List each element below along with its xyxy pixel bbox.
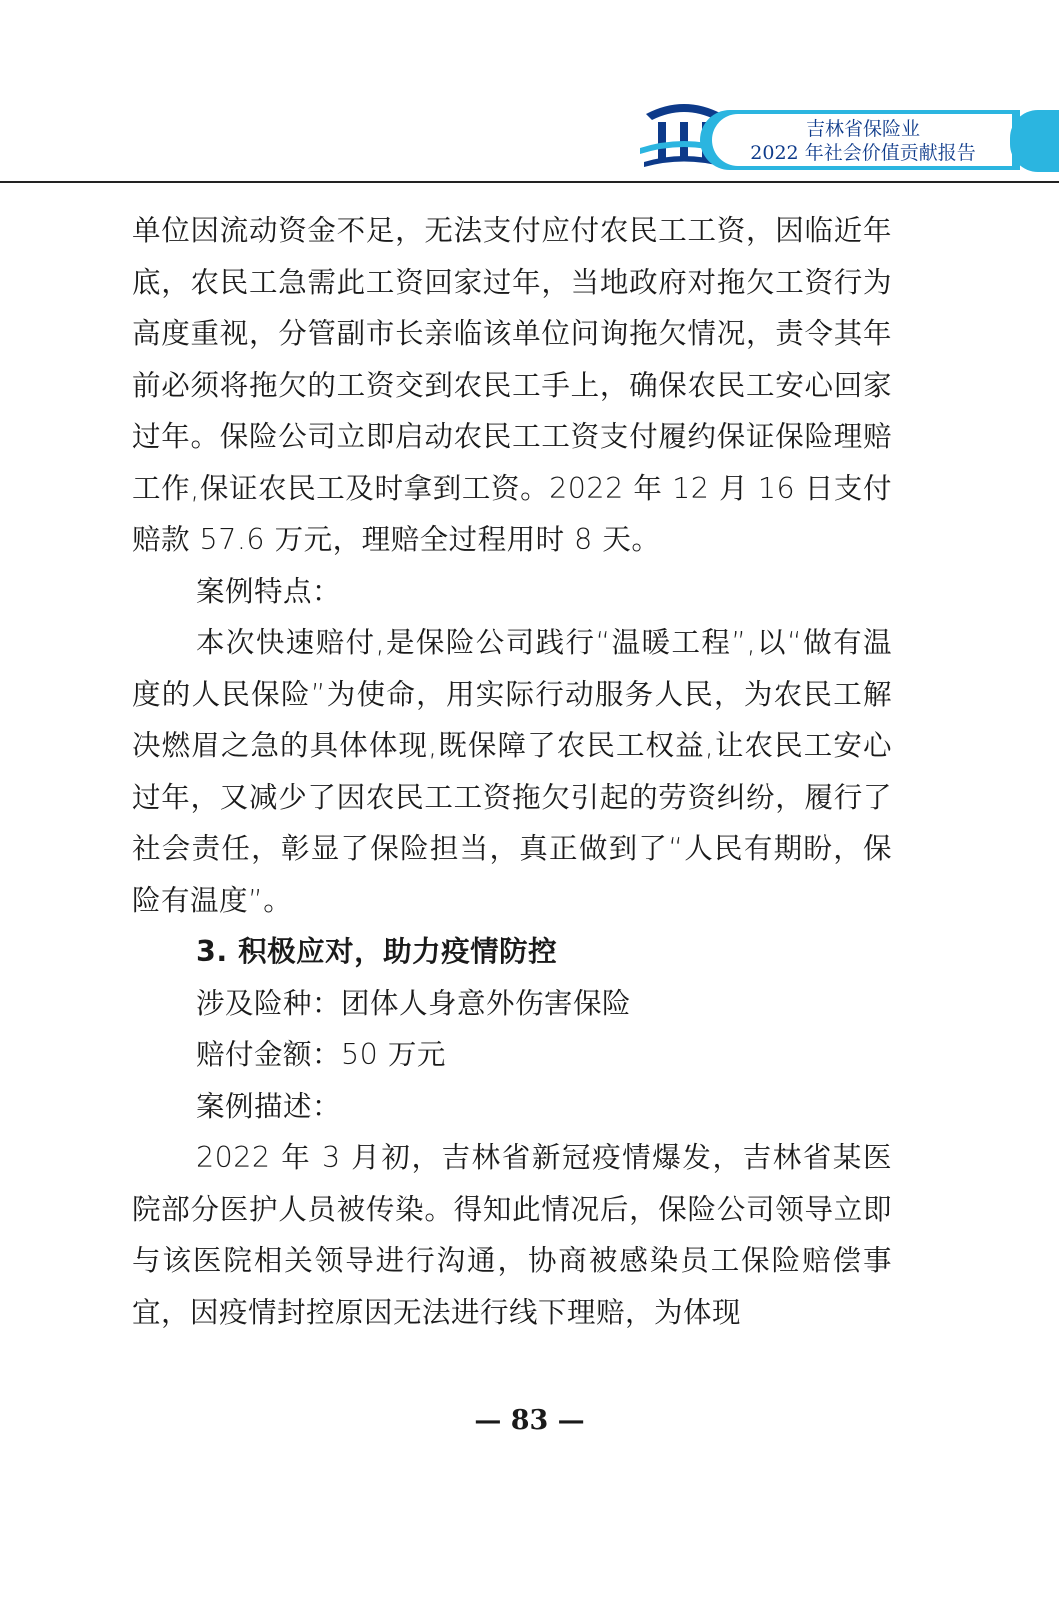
header-divider xyxy=(0,181,1059,183)
payout-amount-line: 赔付金额：50 万元 xyxy=(196,1038,446,1071)
paragraph-case-description: 2022 年 3 月初，吉林省新冠疫情爆发，吉林省某医院部分医护人员被传染。得知此情况后，保险公司领导立即与该医院相关领导进行沟通，协商被感染员工保险赔偿事宜，因疫情封控原因无法进行线下理赔，为体现 xyxy=(132,1141,892,1329)
page-header xyxy=(0,0,1059,190)
insurance-type-line: 涉及险种：团体人身意外伤害保险 xyxy=(196,986,632,1020)
report-title-line2: 2022 年社会价值贡献报告 xyxy=(750,142,976,164)
page-body xyxy=(132,205,892,1338)
paragraph-case-features-label: 案例特点： xyxy=(196,574,342,608)
page-number: — 83 — xyxy=(474,1405,585,1436)
header-accent-cap xyxy=(1010,110,1059,172)
section-heading: 3. 积极应对，助力疫情防控 xyxy=(196,935,558,968)
paragraph-case-features: 本次快速赔付,是保险公司践行“温暖工程”,以“做有温度的人民保险”为使命，用实际行动服务人民，为农民工解决燃眉之急的具体体现,既保障了农民工权益,让农民工安心过年，又减少了因农民工工资拖欠引起的劳资纠纷，履行了社会责任，彰显了保险担当，真正做到了“人民有期盼，保险有温度”。 xyxy=(132,626,892,917)
report-title xyxy=(718,117,1008,165)
report-title-line1: 吉林省保险业 xyxy=(805,118,920,140)
case-description-label: 案例描述： xyxy=(196,1089,342,1123)
paragraph-case-continued: 单位因流动资金不足，无法支付应付农民工工资，因临近年底，农民工急需此工资回家过年，当地政府对拖欠工资行为高度重视，分管副市长亲临该单位问询拖欠情况，责令其年前必须将拖欠的工资交到农民工手上，确保农民工安心回家过年。保险公司立即启动农民工工资支付履约保证保险理赔工作,保证农民工及时拿到工资。2022 年 12 月 16 日支付赔款 57.6 万元，理赔全过程用时 8 天。 xyxy=(132,214,892,556)
